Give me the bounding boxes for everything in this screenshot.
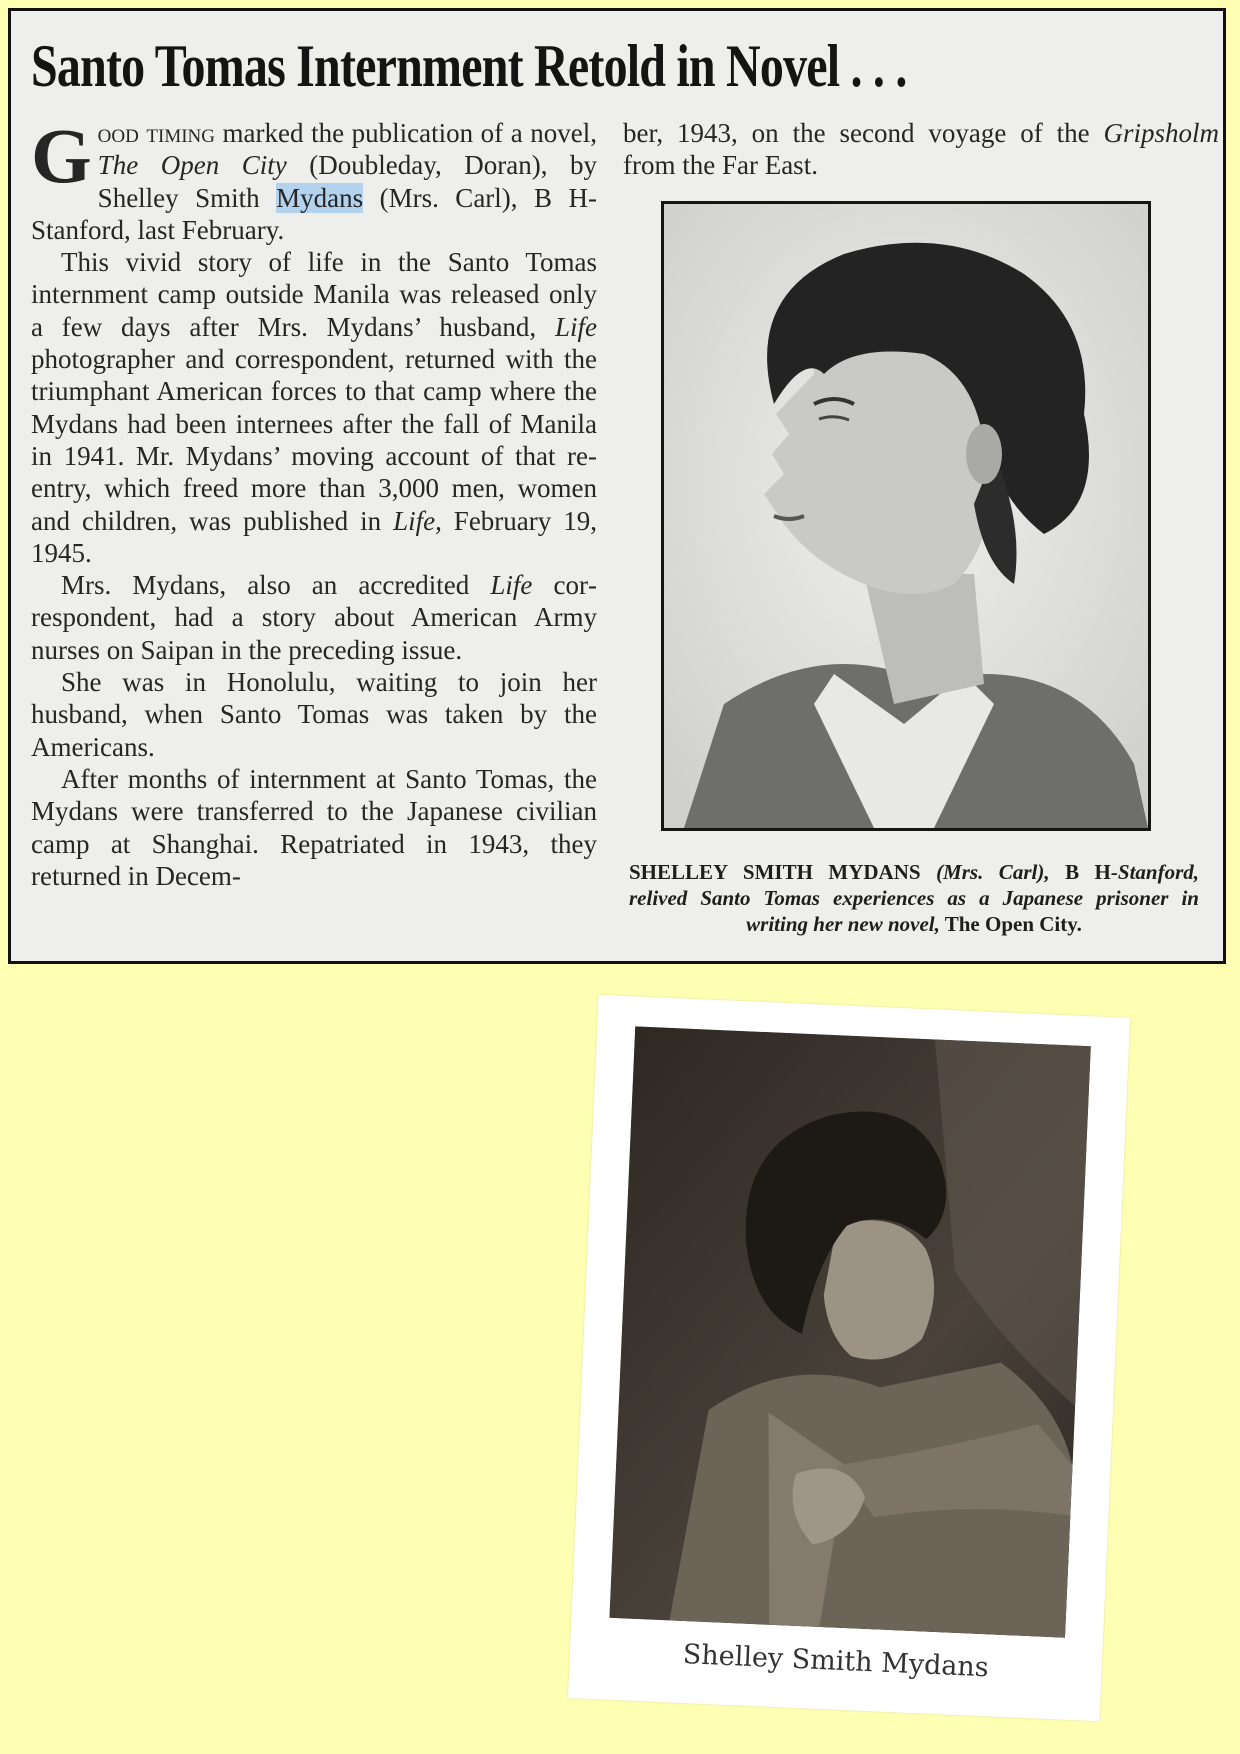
sepia-photo-image (609, 1026, 1090, 1637)
paragraph-1: Good timing marked the publication of a novel, The Open City (Doubleday, Doran), by Shelley Smith Mydans (Mrs. Carl), B H-Stanford, last February. (31, 112, 597, 245)
article-column-left (31, 112, 597, 892)
paragraph-6: ber, 1943, on the second voyage of the Gripsholm from the Far East. (623, 118, 1219, 181)
photo-caption-text: SHELLEY SMITH MYDANS (Mrs. Carl), B H-Stanford, relived Santo Tomas experiences as a Japanese prisoner in writing her new novel, The Open City. (629, 860, 1199, 936)
highlighted-word[interactable]: Mydans (276, 182, 364, 213)
paragraph-2: This vivid story of life in the Santo Tomas internment camp outside Manila was released only a few days after Mrs. Mydans’ husband, Life photographer and correspondent, returned with the triumphant American forces to that camp where the Mydans had been internees after the fall of Manila in 1941. Mr. Mydans’ moving account of that re-entry, which freed more than 3,000 men, women and children, was published in Life, February 19, 1945. (31, 247, 597, 568)
paragraph-5: After months of internment at Santo Tomas, the Mydans were transferred to the Japanese civilian camp at Shanghai. Repatriated in 1943, they returned in Decem- (31, 763, 597, 891)
drop-cap: G (31, 112, 92, 199)
paragraph-3: Mrs. Mydans, also an accredited Life correspondent, had a story about American Army nurses on Saipan in the preceding issue. (31, 570, 597, 665)
headline: Santo Tomas Internment Retold in Novel . . . (31, 33, 907, 99)
portrait-image (664, 204, 1148, 828)
article-column-right (623, 117, 1219, 182)
newspaper-clipping (8, 8, 1226, 964)
portrait-photo (661, 201, 1151, 831)
sepia-photo (609, 1026, 1090, 1637)
paragraph-4: She was in Honolulu, waiting to join her husband, when Santo Tomas was taken by the Americans. (31, 667, 597, 762)
tilted-photo-card (568, 995, 1130, 1722)
photo-card-caption: Shelley Smith Mydans (682, 1639, 990, 1684)
